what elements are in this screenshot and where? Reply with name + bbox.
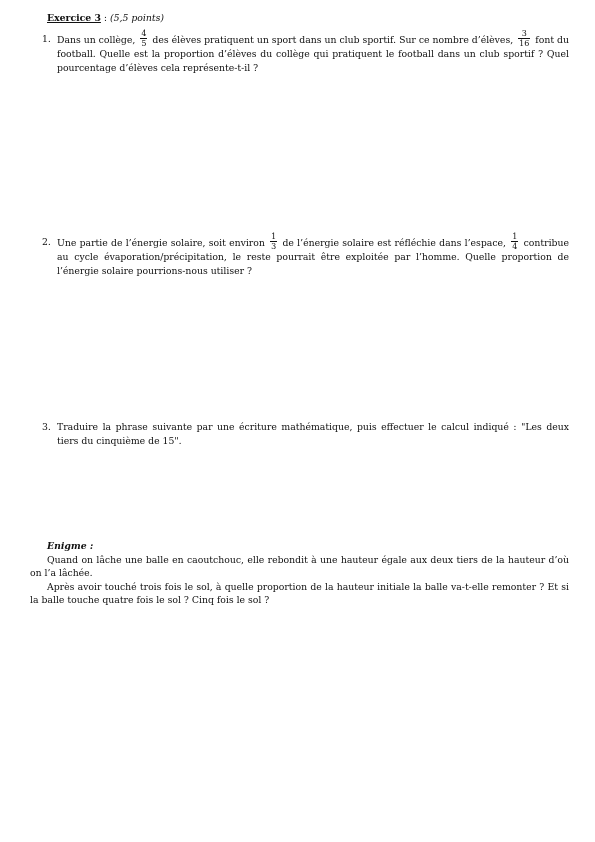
fraction-denominator: 4	[512, 242, 518, 251]
question-text	[57, 232, 569, 278]
exercise-points: (5,5 points)	[109, 13, 164, 24]
question-text: Traduire la phrase suivante par une écriture mathématique, puis effectuer le calcul indiqué : "Les deux tiers du cinquième de 15".	[57, 422, 569, 447]
enigme-paragraph: Quand on lâche une balle en caoutchouc, elle rebondit à une hauteur égale aux deux tiers de la hauteur d’où on l’a lâchée.	[30, 554, 569, 580]
question-number: 1.	[42, 34, 51, 45]
question-number: 2.	[42, 237, 51, 248]
fraction-numerator: 1	[271, 232, 277, 241]
question-text-part: font du football. Quelle est la proportion d’élèves du collège qui pratiquent le football dans un club sportif ? Quel pourcentage d’élèves cela représente-t-il ?	[57, 35, 569, 74]
enigme-section	[30, 540, 569, 608]
fraction-denominator: 5	[141, 39, 147, 48]
fraction-denominator: 3	[271, 242, 277, 251]
question-text-part: Une partie de l’énergie solaire, soit environ	[57, 238, 269, 249]
question-2	[42, 232, 569, 278]
enigme-paragraph: Après avoir touché trois fois le sol, à quelle proportion de la hauteur initiale la balle va-t-elle remonter ? Et si la balle touche quatre fois le sol ? Cinq fois le sol ?	[30, 581, 569, 607]
question-text-part: contribue au cycle évaporation/précipitation, le reste pourrait être exploitée par l’homme. Quelle proportion de l’énergie solaire pourrions-nous utiliser ?	[57, 238, 569, 277]
question-number: 3.	[42, 422, 51, 433]
fraction-numerator: 3	[518, 29, 530, 39]
fraction	[511, 232, 518, 251]
question-1	[42, 29, 569, 75]
question-3	[42, 421, 569, 448]
fraction-denominator: 16	[519, 39, 530, 48]
fraction-numerator: 4	[141, 29, 147, 38]
enigme-title: Enigme :	[47, 541, 94, 552]
exercise-heading	[47, 12, 164, 26]
question-text	[57, 29, 569, 75]
fraction-numerator: 1	[512, 232, 518, 241]
fraction	[270, 232, 277, 251]
fraction	[518, 29, 530, 48]
question-text-part: Dans un collège,	[57, 35, 139, 46]
fraction	[140, 29, 147, 48]
exercise-separator: :	[100, 13, 110, 24]
question-text-part: de l’énergie solaire est réfléchie dans l’espace,	[279, 238, 510, 249]
question-text-part: des élèves pratiquent un sport dans un club sportif. Sur ce nombre d’élèves,	[149, 35, 517, 46]
exercise-title: Exercice 3	[47, 13, 101, 24]
